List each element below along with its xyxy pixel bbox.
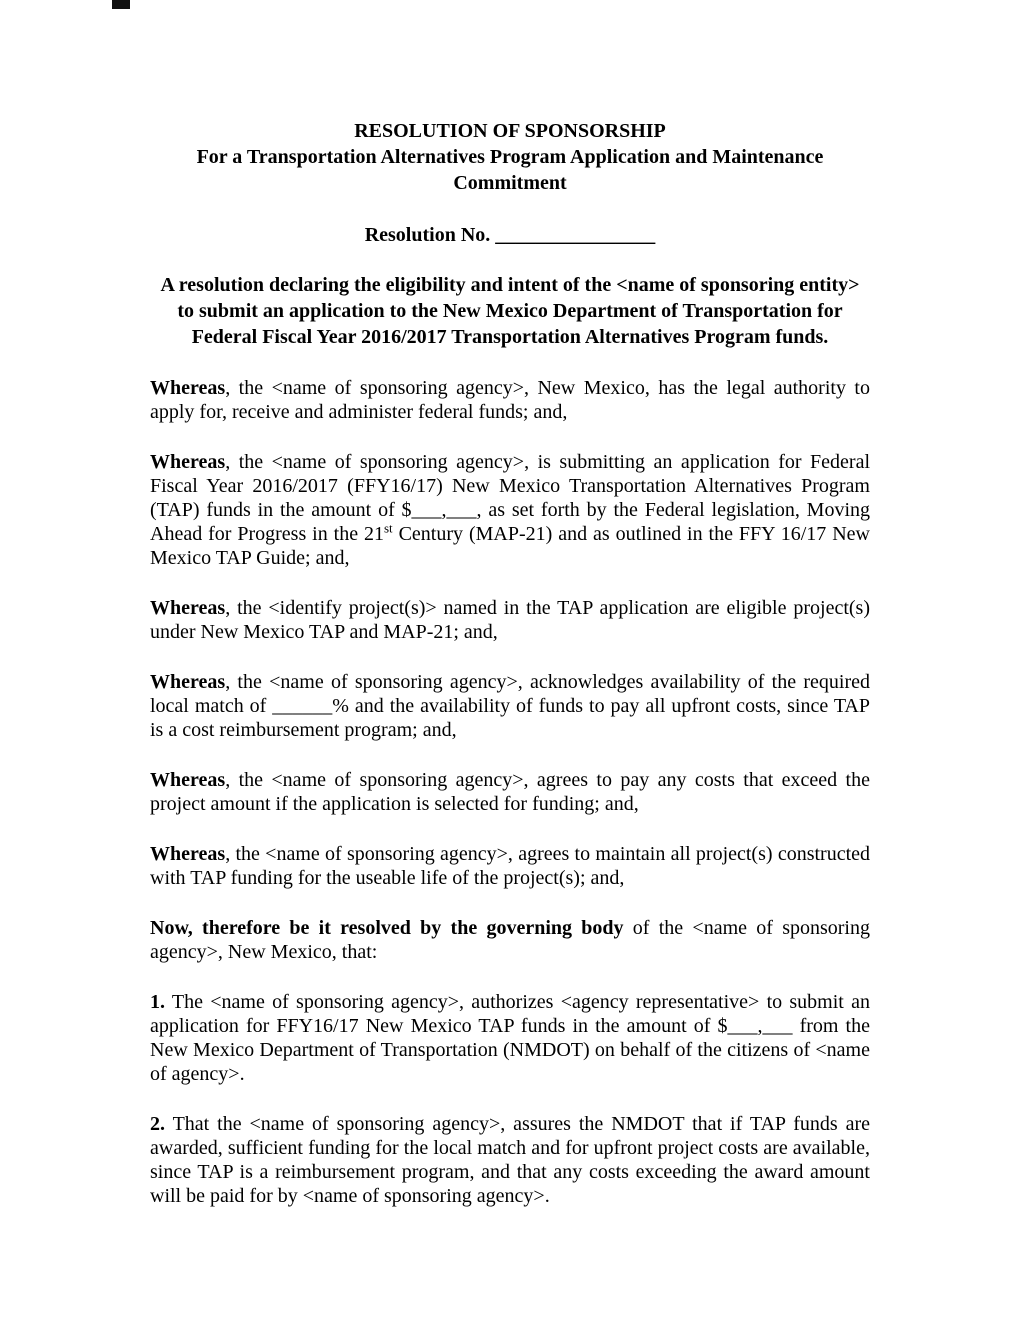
whereas-clause-2 <box>150 450 870 570</box>
clause-text: , the <name of sponsoring agency>, is submitting an application for Federal Fiscal Year 2016/2017 (FFY16/17) New Mexico Transportation Alternatives Program (TAP) funds in the amount of $___,___, as set forth by the Federal legislation, Moving Ahead for Progress in the 21 <box>150 451 870 545</box>
clause-text: , the <name of sponsoring agency>, agrees to maintain all project(s) constructed with TAP funding for the useable life of the project(s); and, <box>150 843 870 889</box>
resolved-keyword: Now, therefore be it resolved by the governing body <box>150 917 624 939</box>
whereas-keyword: Whereas <box>150 597 226 619</box>
resolution-number-line: Resolution No. ________________ <box>364 224 656 246</box>
document-title: RESOLUTION OF SPONSORSHIP <box>354 120 666 142</box>
item-number: 1. <box>150 991 165 1013</box>
whereas-keyword: Whereas <box>150 843 226 865</box>
clause-text: Century (MAP-21) and as outlined in the FFY 16/17 New Mexico TAP Guide; and, <box>150 523 870 569</box>
whereas-clause-3 <box>150 596 870 644</box>
ordinal-superscript: st <box>384 520 393 536</box>
whereas-keyword: Whereas <box>150 769 226 791</box>
whereas-keyword: Whereas <box>150 377 226 399</box>
whereas-clause-6 <box>150 842 870 890</box>
scan-artifact-mark <box>112 0 130 9</box>
clause-text: , the <identify project(s)> named in the TAP application are eligible project(s) under New Mexico TAP and MAP-21; and, <box>150 597 870 643</box>
whereas-keyword: Whereas <box>150 671 226 693</box>
clause-text: of the <name of sponsoring agency>, New Mexico, that: <box>150 917 870 963</box>
clause-text: That the <name of sponsoring agency>, assures the NMDOT that if TAP funds are awarded, sufficient funding for the local match and for upfront project costs are available, since TAP is a reimbursement program, and that any costs exceeding the award amount will be paid for by <name of sponsoring agency>. <box>150 1113 870 1207</box>
whereas-clause-5 <box>150 768 870 816</box>
whereas-keyword: Whereas <box>150 451 226 473</box>
whereas-clause-1 <box>150 376 870 424</box>
declaration-paragraph: A resolution declaring the eligibility and intent of the <name of sponsoring entity> to submit an application to the New Mexico Department of Transportation for Federal Fiscal Year 2016/2017 Transportation Alternatives Program funds. <box>160 274 860 348</box>
item-number: 2. <box>150 1113 165 1135</box>
resolved-clause <box>150 916 870 964</box>
clause-text: The <name of sponsoring agency>, authorizes <agency representative> to submit an application for FFY16/17 New Mexico TAP funds in the amount of $___,___ from the New Mexico Department of Transportation (NMDOT) on behalf of the citizens of <name of agency>. <box>150 991 870 1085</box>
clause-text: , the <name of sponsoring agency>, New Mexico, has the legal authority to apply for, receive and administer federal funds; and, <box>150 377 870 423</box>
numbered-item-1 <box>150 990 870 1086</box>
whereas-clause-4 <box>150 670 870 742</box>
clause-text: , the <name of sponsoring agency>, acknowledges availability of the required local match of ______% and the availability of funds to pay all upfront costs, since TAP is a cost reimbursement program; and, <box>150 671 870 741</box>
clause-text: , the <name of sponsoring agency>, agrees to pay any costs that exceed the project amount if the application is selected for funding; and, <box>150 769 870 815</box>
numbered-item-2 <box>150 1112 870 1208</box>
document-subtitle: For a Transportation Alternatives Program Application and Maintenance Commitment <box>196 146 824 194</box>
